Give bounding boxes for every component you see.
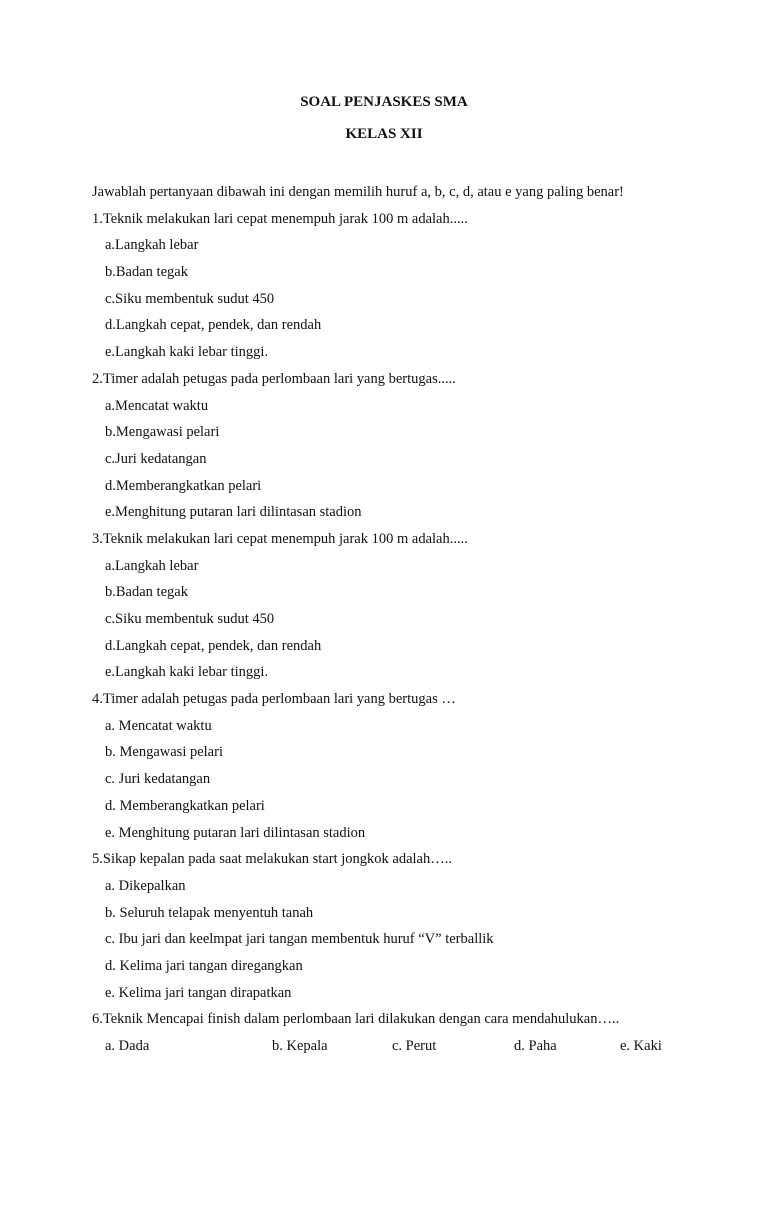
question-4-option-a: a. Mencatat waktu bbox=[105, 717, 212, 734]
question-6-option-a: a. Dada bbox=[105, 1038, 150, 1054]
question-3-option-e: e.Langkah kaki lebar tinggi. bbox=[105, 664, 269, 681]
question-6-option-b: b. Kepala bbox=[272, 1038, 328, 1054]
question-4: 4.Timer adalah petugas pada perlombaan lari yang bertugas … bbox=[92, 691, 456, 708]
question-3-option-c: c.Siku membentuk sudut 450 bbox=[105, 611, 275, 627]
question-5-option-a: a. Dikepalkan bbox=[105, 877, 186, 894]
question-2: 2.Timer adalah petugas pada perlombaan lari yang bertugas..... bbox=[92, 370, 456, 387]
page-title: SOAL PENJASKES SMA bbox=[300, 94, 468, 110]
question-5: 5.Sikap kepalan pada saat melakukan start jongkok adalah….. bbox=[92, 851, 452, 868]
question-1: 1.Teknik melakukan lari cepat menempuh jarak 100 m adalah..... bbox=[92, 210, 468, 227]
instruction-text: Jawablah pertanyaan dibawah ini dengan memilih huruf a, b, c, d, atau e yang paling benar! bbox=[92, 184, 624, 200]
question-2-option-b: b.Mengawasi pelari bbox=[105, 424, 220, 441]
question-2-option-a: a.Mencatat waktu bbox=[105, 397, 209, 414]
question-3-option-d: d.Langkah cepat, pendek, dan rendah bbox=[105, 637, 322, 654]
question-1-option-b: b.Badan tegak bbox=[105, 264, 188, 281]
question-5-option-c: c. Ibu jari dan keelmpat jari tangan membentuk huruf “V” terballik bbox=[105, 931, 494, 948]
question-6-option-c: c. Perut bbox=[392, 1038, 437, 1054]
question-3-option-a: a.Langkah lebar bbox=[105, 557, 199, 574]
question-list bbox=[92, 182, 732, 1063]
question-1-option-d: d.Langkah cepat, pendek, dan rendah bbox=[105, 317, 322, 334]
question-4-option-e: e. Menghitung putaran lari dilintasan stadion bbox=[105, 824, 366, 841]
question-1-option-c: c.Siku membentuk sudut 450 bbox=[105, 290, 275, 307]
question-4-option-c: c. Juri kedatangan bbox=[105, 771, 211, 788]
question-6-option-e: e. Kaki bbox=[620, 1038, 662, 1054]
question-4-option-b: b. Mengawasi pelari bbox=[105, 744, 223, 761]
question-5-option-e: e. Kelima jari tangan dirapatkan bbox=[105, 984, 292, 1001]
question-5-option-d: d. Kelima jari tangan diregangkan bbox=[105, 957, 303, 974]
question-3: 3.Teknik melakukan lari cepat menempuh jarak 100 m adalah..... bbox=[92, 530, 468, 547]
question-6: 6.Teknik Mencapai finish dalam perlombaan lari dilakukan dengan cara mendahulukan….. bbox=[92, 1011, 620, 1028]
question-4-option-d: d. Memberangkatkan pelari bbox=[105, 797, 265, 814]
question-5-option-b: b. Seluruh telapak menyentuh tanah bbox=[105, 904, 314, 921]
question-3-option-b: b.Badan tegak bbox=[105, 584, 188, 601]
question-2-option-e: e.Menghitung putaran lari dilintasan stadion bbox=[105, 504, 362, 521]
question-2-option-d: d.Memberangkatkan pelari bbox=[105, 477, 262, 494]
question-1-option-a: a.Langkah lebar bbox=[105, 237, 199, 254]
page-subtitle: KELAS XII bbox=[345, 126, 423, 142]
question-2-option-c: c.Juri kedatangan bbox=[105, 450, 207, 467]
question-1-option-e: e.Langkah kaki lebar tinggi. bbox=[105, 344, 269, 361]
question-6-options bbox=[92, 1036, 732, 1063]
question-6-option-d: d. Paha bbox=[514, 1038, 557, 1054]
